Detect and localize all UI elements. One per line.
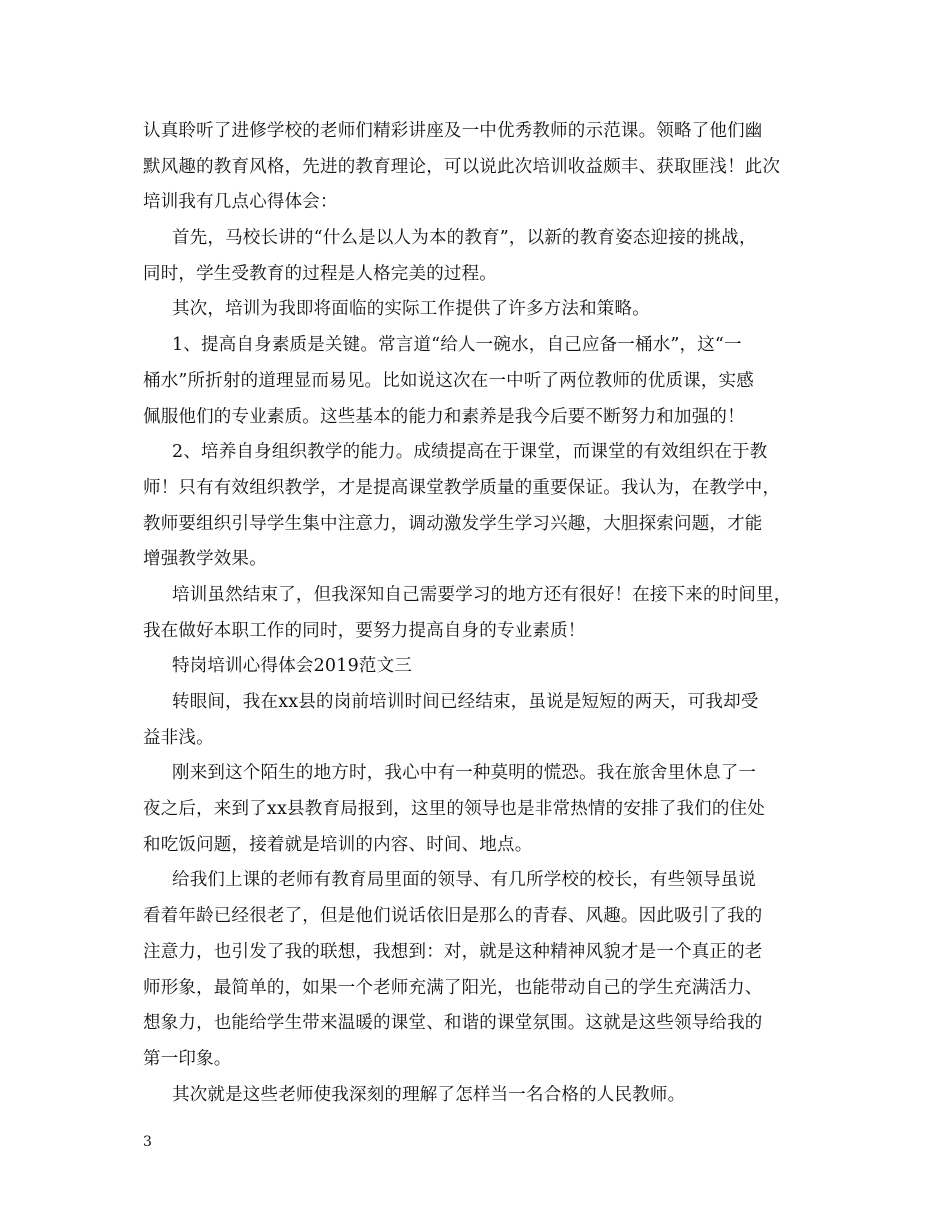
text-line: 其次就是这些老师使我深刻的理解了怎样当一名合格的人民教师。 [172,1084,686,1105]
text-line: 和吃饭问题，接着就是培训的内容、时间、地点。 [143,834,533,855]
text-line: 第一印象。 [143,1048,232,1069]
text-line: 注意力，也引发了我的联想，我想到：对，就是这种精神风貌才是一个真正的老 [143,941,763,962]
text-line: 教师要组织引导学生集中注意力，调动激发学生学习兴趣，大胆探索问题，才能 [143,513,763,534]
text-line: 培训我有几点心得体会： [143,192,338,213]
text-line: 佩服他们的专业素质。这些基本的能力和素养是我今后要不断努力和加强的！ [143,406,745,427]
text-line: 转眼间，我在xx县的岗前培训时间已经结束，虽说是短短的两天，可我却受 [172,692,759,712]
text-line: 师形象，最简单的，如果一个老师充满了阳光，也能带动自己的学生充满活力、 [143,977,763,998]
document-body [143,114,811,1113]
page-number: 3 [143,1134,152,1150]
text-line: 培训虽然结束了，但我深知自己需要学习的地方还有很好！在接下来的时间里， [172,584,792,605]
text-line: 刚来到这个陌生的地方时，我心中有一种莫明的慌恐。我在旅舍里休息了一 [172,763,757,784]
text-line: 夜之后，来到了xx县教育局报到，这里的领导也是非常热情的安排了我们的住处 [143,799,765,820]
text-line: 我在做好本职工作的同时，要努力提高自身的专业素质！ [143,620,586,641]
text-line: 增强教学效果。 [143,549,267,570]
text-line: 1、提高自身素质是关键。常言道“给人一碗水，自己应备一桶水”，这“一 [172,335,742,356]
text-line: 想象力，也能给学生带来温暖的课堂、和谐的课堂氛围。这就是这些领导给我的 [143,1013,763,1034]
text-line: 桶水”所折射的道理显而易见。比如说这次在一中听了两位教师的优质课，实感 [143,370,754,391]
text-line: 益非浅。 [143,727,214,748]
text-line: 默风趣的教育风格，先进的教育理论，可以说此次培训收益颇丰、获取匪浅！此次 [143,156,781,177]
text-line: 特岗培训心得体会2019范文三 [172,656,413,677]
text-line: 2、培养自身组织教学的能力。成绩提高在于课堂，而课堂的有效组织在于教 [172,442,768,463]
text-line: 其次，培训为我即将面临的实际工作提供了许多方法和策略。 [172,299,650,320]
text-line: 给我们上课的老师有教育局里面的领导、有几所学校的校长，有些领导虽说 [172,870,757,891]
text-line: 认真聆听了进修学校的老师们精彩讲座及一中优秀教师的示范课。领略了他们幽 [143,121,763,141]
text-line: 同时，学生受教育的过程是人格完美的过程。 [143,263,497,284]
text-line: 看着年龄已经很老了，但是他们说话依旧是那么的青春、风趣。因此吸引了我的 [143,906,763,927]
text-line: 首先，马校长讲的“什么是以人为本的教育”，以新的教育姿态迎接的挑战， [172,228,757,249]
text-line: 师！只有有效组织教学，才是提高课堂教学质量的重要保证。我认为，在教学中， [143,477,781,498]
